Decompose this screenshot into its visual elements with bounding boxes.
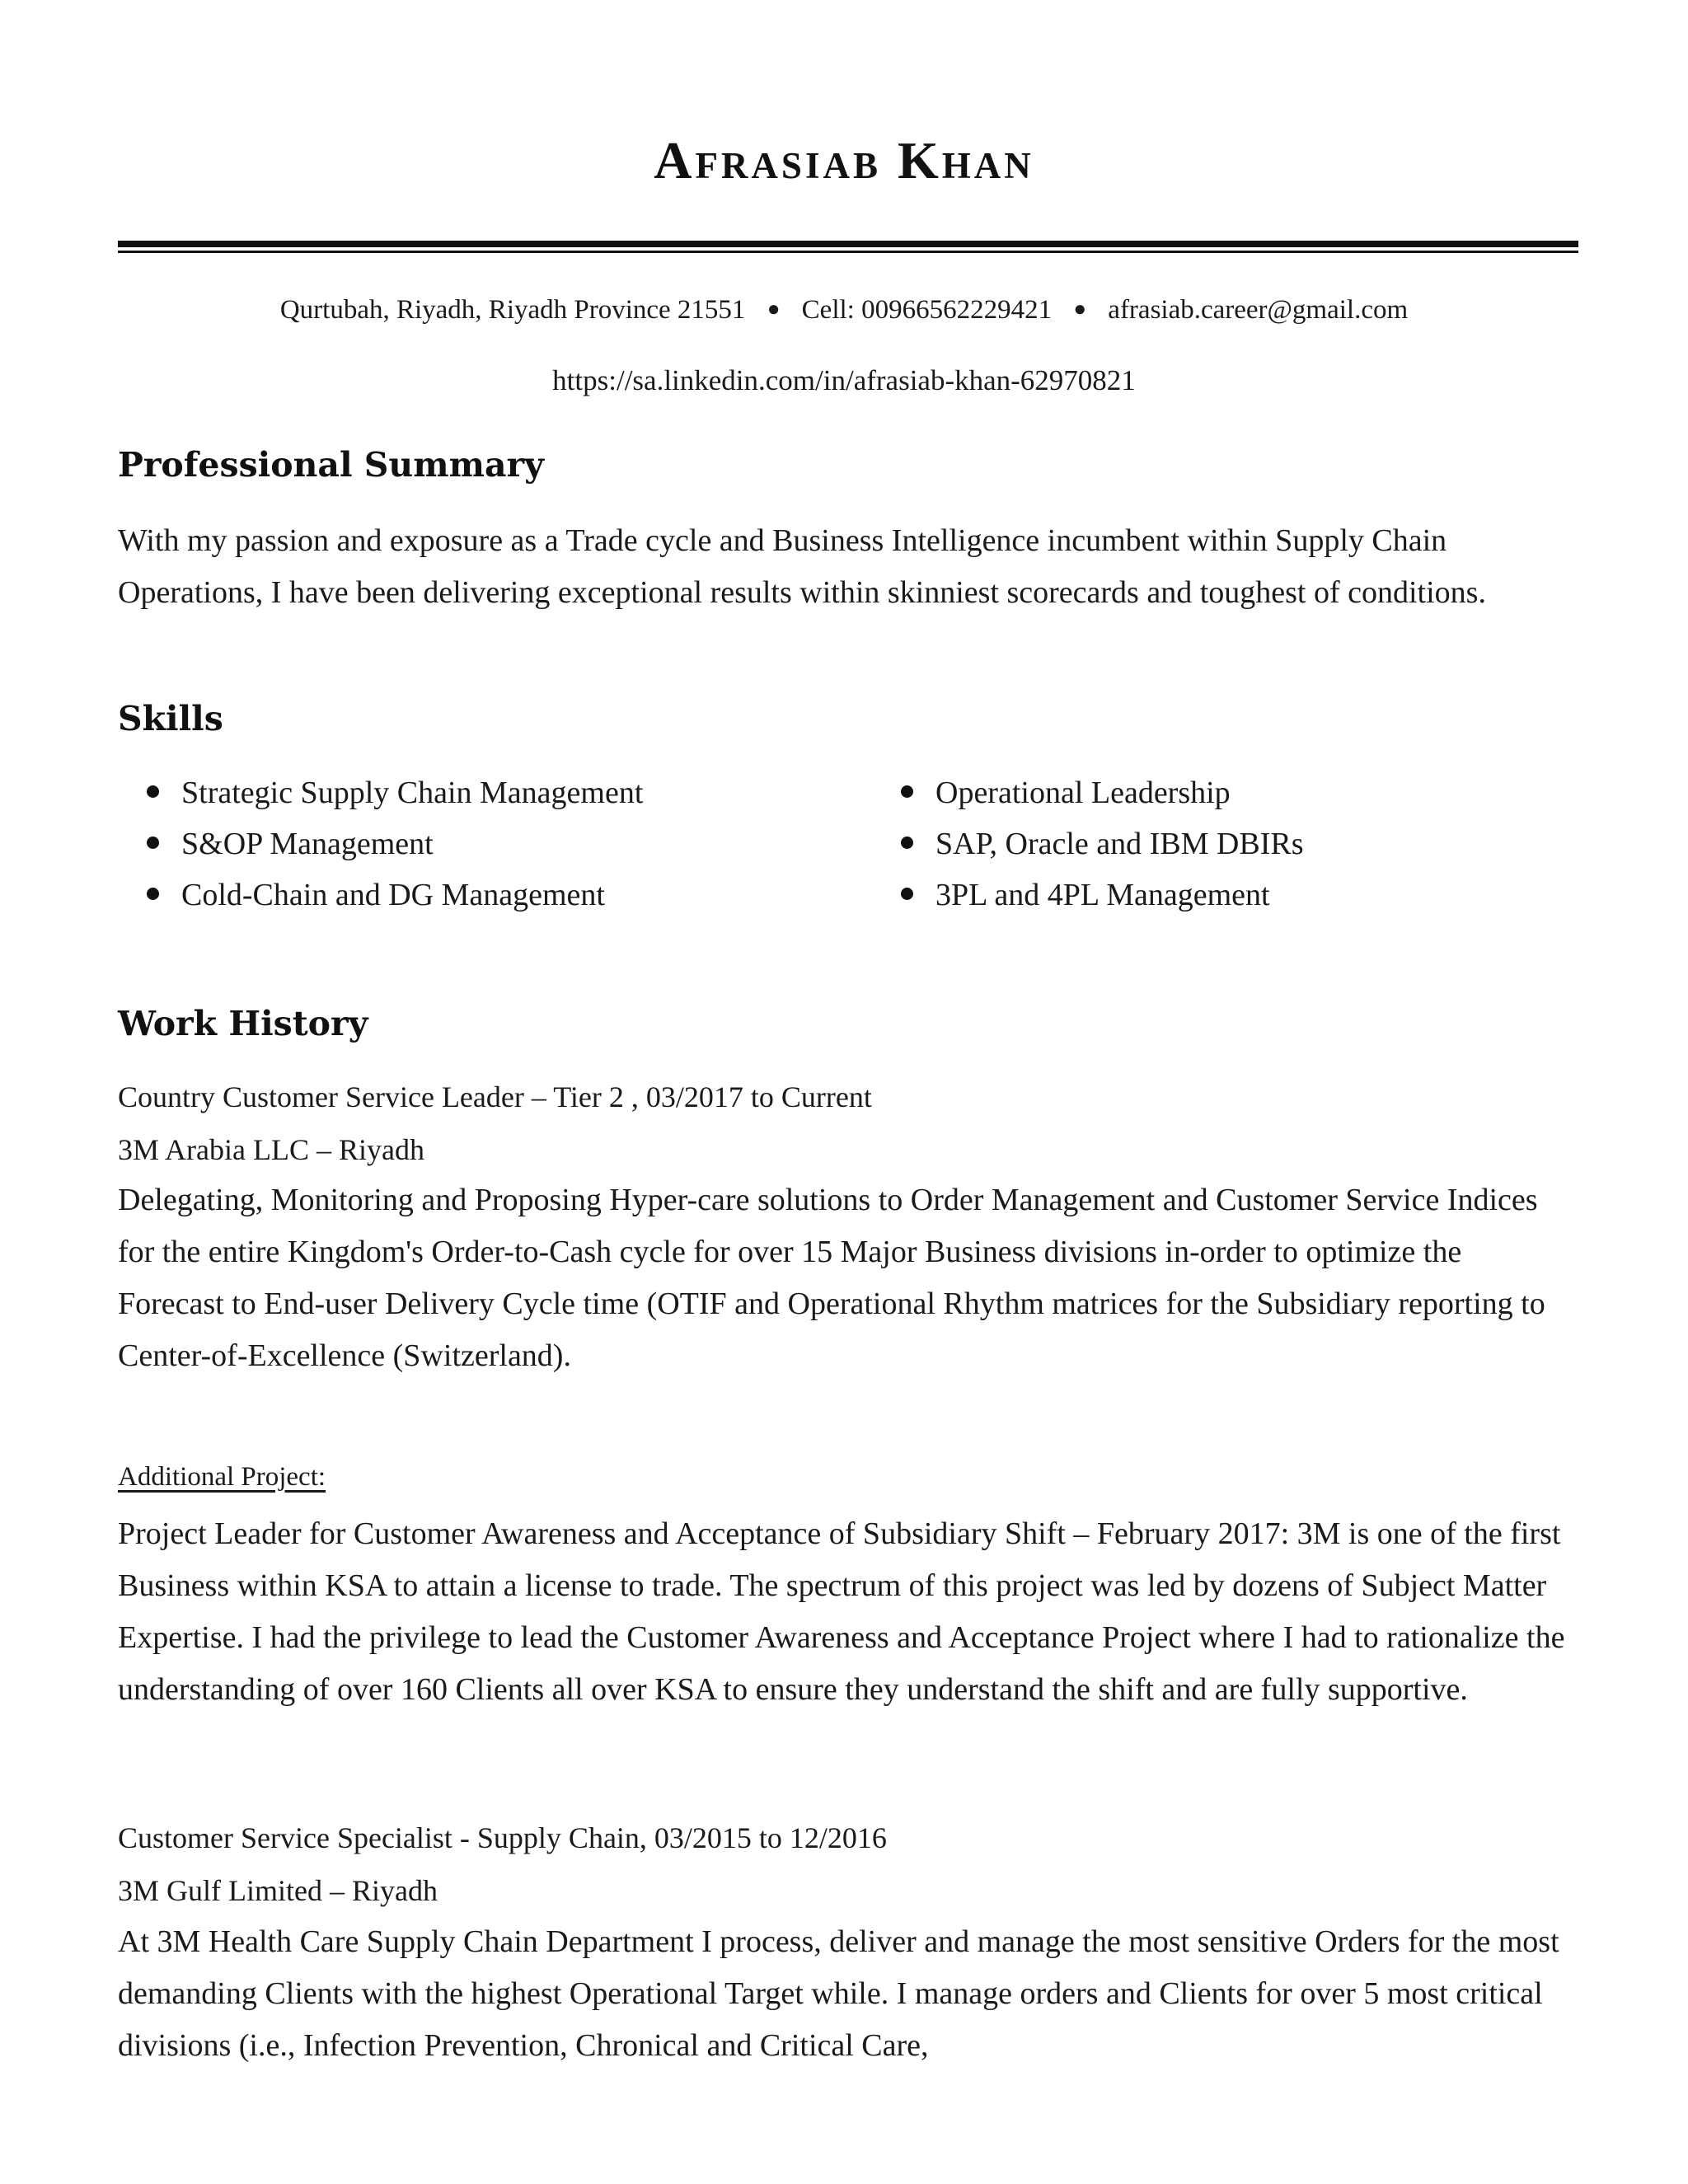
bullet-icon (901, 785, 913, 798)
section-title-skills: Skills (118, 699, 223, 738)
additional-project-text: Project Leader for Customer Awareness and Acceptance of Subsidiary Shift – February 2017: 3M is one of the first Business within KSA to attain a license to trade. The spectrum of this project was led by dozens of Subject Matter Expertise. I had the privilege to lead the Customer Awareness and Acceptance Project where I had to rationalize the understanding of over 160 Clients all over KSA to ensure they understand the shift and are fully supportive. (118, 1516, 1565, 1707)
skill-item: SAP, Oracle and IBM DBIRs (901, 818, 1303, 869)
separator-bullet: ● (1073, 297, 1087, 321)
skill-item: Operational Leadership (901, 767, 1303, 818)
header-divider-thick (118, 241, 1578, 247)
cell-phone: Cell: 00966562229421 (801, 295, 1053, 325)
bullet-icon (901, 888, 913, 900)
bullet-icon (901, 837, 913, 849)
section-title-summary: Professional Summary (118, 445, 544, 485)
job1-title: Country Customer Service Leader – Tier 2 , 03/2017 to Current (118, 1080, 872, 1113)
contact-line (0, 295, 1688, 326)
skill-item: Strategic Supply Chain Management (147, 767, 643, 818)
section-title-work-history: Work History (118, 1004, 368, 1043)
bullet-icon (147, 837, 159, 849)
job2-description: At 3M Health Care Supply Chain Department I process, deliver and manage the most sensitive Orders for the most demanding Clients with the highest Operational Target while. I manage orders and Clients for over 5 most critical divisions (i.e., Infection Prevention, Chronical and Critical Care, (118, 1924, 1559, 2063)
skills-list-right (901, 767, 1303, 921)
separator-bullet: ● (767, 297, 781, 321)
skill-item: 3PL and 4PL Management (901, 869, 1303, 921)
bullet-icon (147, 785, 159, 798)
candidate-name: Afrasiab Khan (654, 131, 1034, 190)
header-divider-thin (118, 251, 1578, 253)
job2-title: Customer Service Specialist - Supply Chain, 03/2015 to 12/2016 (118, 1821, 887, 1854)
additional-project-label: Additional Project: (118, 1462, 326, 1492)
bullet-icon (147, 888, 159, 900)
email-address: afrasiab.career@gmail.com (1108, 295, 1409, 325)
skill-item: S&OP Management (147, 818, 643, 869)
address: Qurtubah, Riyadh, Riyadh Province 21551 (279, 295, 746, 325)
linkedin-url: https://sa.linkedin.com/in/afrasiab-khan-62970821 (552, 364, 1136, 396)
job1-description: Delegating, Monitoring and Proposing Hyper-care solutions to Order Management and Customer Service Indices for the entire Kingdom's Order-to-Cash cycle for over 15 Major Business divisions in-order to optimize the Forecast to End-user Delivery Cycle time (OTIF and Operational Rhythm matrices for the Subsidiary reporting to Center-of-Excellence (Switzerland). (118, 1183, 1545, 1373)
skills-list-left (147, 767, 643, 921)
job1-company: 3M Arabia LLC – Riyadh (118, 1133, 424, 1166)
skill-item: Cold-Chain and DG Management (147, 869, 643, 921)
job2-company: 3M Gulf Limited – Riyadh (118, 1874, 438, 1907)
summary-text: With my passion and exposure as a Trade cycle and Business Intelligence incumbent within Supply Chain Operations, I have been delivering exceptional results within skinniest scorecards and toughest of conditions. (118, 523, 1486, 610)
